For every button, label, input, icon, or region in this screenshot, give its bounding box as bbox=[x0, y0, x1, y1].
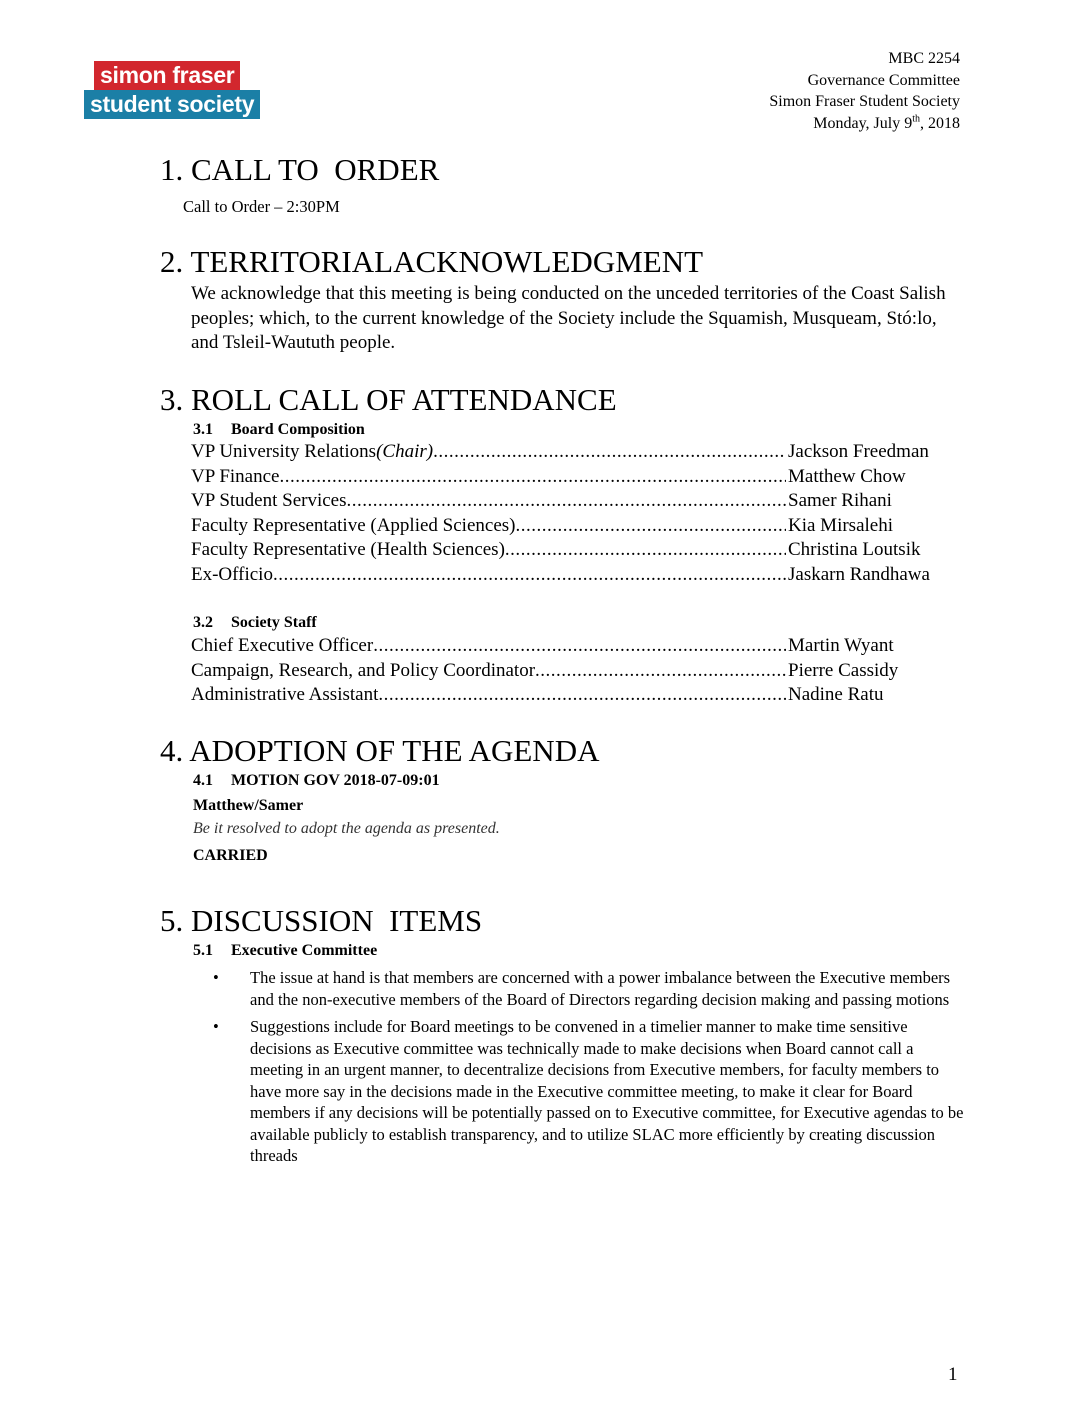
executive-committee-heading: 5.1 Executive Committee bbox=[193, 942, 378, 959]
attendance-row: Administrative Assistant ..... Nadine Ratu bbox=[191, 683, 961, 708]
bullet-icon: • bbox=[213, 1017, 219, 1036]
attendance-row: Campaign, Research, and Policy Coordinator ..... Pierre Cassidy bbox=[191, 659, 961, 684]
motion-heading: 4.1 MOTION GOV 2018-07-09:01 bbox=[193, 772, 440, 789]
document-header bbox=[769, 48, 960, 134]
motion-movers: Matthew/Samer bbox=[193, 797, 304, 814]
attendance-row: VP Student Services ..... Samer Rihani bbox=[191, 489, 961, 514]
list-item: • The issue at hand is that members are concerned with a power imbalance between the Executive members and the non-executive members of the Board of Directors regarding decision making and passing motions bbox=[210, 967, 970, 1010]
section-4-title: 4. ADOPTION OF THE AGENDA bbox=[160, 733, 600, 768]
attendance-row: Chief Executive Officer ..... Martin Wyant bbox=[191, 634, 961, 659]
section-3-title: 3. ROLL CALL OF ATTENDANCE bbox=[160, 382, 617, 417]
call-to-order-text: Call to Order – 2:30PM bbox=[183, 197, 340, 216]
meeting-room: MBC 2254 bbox=[888, 50, 960, 67]
attendee-name: Jackson Freedman bbox=[788, 441, 929, 462]
meeting-date: Monday, July 9th, 2018 bbox=[813, 113, 960, 132]
board-composition-list bbox=[191, 440, 961, 587]
board-composition-heading: 3.1 Board Composition bbox=[193, 421, 365, 438]
discussion-bullets bbox=[210, 967, 970, 1173]
organization-name: Simon Fraser Student Society bbox=[769, 93, 960, 110]
section-5-title: 5. DISCUSSION ITEMS bbox=[160, 903, 483, 938]
attendance-row: VP Finance ..... Matthew Chow bbox=[191, 465, 961, 490]
attendee-name: Kia Mirsalehi bbox=[788, 514, 894, 536]
logo-line-2: student society bbox=[84, 90, 260, 119]
attendee-name: Martin Wyant bbox=[788, 635, 894, 656]
attendee-name: Nadine Ratu bbox=[788, 684, 884, 705]
sfss-logo bbox=[84, 61, 260, 119]
motion-result: CARRIED bbox=[193, 847, 268, 864]
territorial-acknowledgment-text: We acknowledge that this meeting is being conducted on the unceded territories of the Coast Salish peoples; which, to the current knowledge of the Society include the Squamish, Musqueam, Stó:lo, and Tsleil-Waututh people. bbox=[191, 283, 946, 353]
attendee-name: Jaskarn Randhawa bbox=[788, 563, 930, 585]
committee-name: Governance Committee bbox=[807, 71, 960, 89]
attendance-row: Faculty Representative (Health Sciences) ..... Christina Loutsik bbox=[191, 538, 961, 563]
bullet-icon: • bbox=[213, 968, 219, 987]
section-2-title: 2. TERRITORIALACKNOWLEDGMENT bbox=[160, 244, 704, 279]
logo-line-1: simon fraser bbox=[94, 61, 240, 90]
attendee-name: Samer Rihani bbox=[788, 490, 892, 511]
attendee-name: Matthew Chow bbox=[788, 465, 906, 487]
motion-resolution: Be it resolved to adopt the agenda as presented. bbox=[193, 820, 500, 837]
society-staff-heading: 3.2 Society Staff bbox=[193, 614, 317, 631]
attendance-row: Ex-Officio ..... Jaskarn Randhawa bbox=[191, 563, 961, 588]
attendee-name: Pierre Cassidy bbox=[788, 659, 899, 681]
society-staff-list bbox=[191, 634, 961, 708]
list-item: • Suggestions include for Board meetings to be convened in a timelier manner to make time sensitive decisions as Executive committee was technically made to make decisions when Board cannot call a meeting in an urgent manner, to decentralize decisions from Executive members, for faculty members to have more say in the decisions made in the Executive committee meeting, to make it clear for Board members if any decisions will be potentially passed on to Executive committee, for Executive agendas to be available publicly to establish transparency, and to utilize SLAC more efficiently by creating discussion threads bbox=[210, 1016, 970, 1167]
attendance-row: VP University Relations (Chair) ..... Jackson Freedman bbox=[191, 440, 961, 465]
section-1-title: 1. CALL TO ORDER bbox=[160, 152, 440, 187]
attendance-row: Faculty Representative (Applied Sciences) ..... Kia Mirsalehi bbox=[191, 514, 961, 539]
attendee-name: Christina Loutsik bbox=[788, 539, 921, 560]
page-number: 1 bbox=[948, 1364, 958, 1385]
